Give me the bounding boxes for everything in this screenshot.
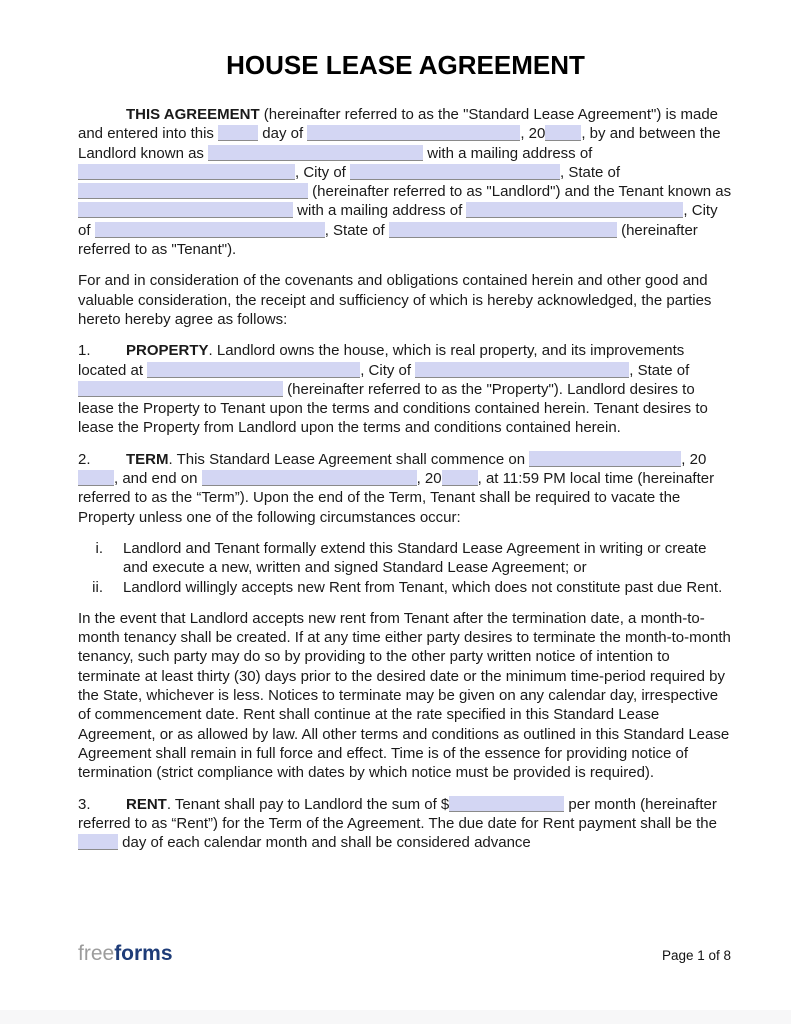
- property-text-1: . Landlord owns the house, which is real property, and its improvements located at: [78, 342, 685, 379]
- term-text-4: , 20: [416, 470, 442, 488]
- month-blank-field[interactable]: [307, 125, 520, 141]
- intro-text-1: (hereinafter referred to as the "Standard Lease Agreement") is made and entered into this: [78, 106, 719, 143]
- section-number-1: 1.: [78, 342, 91, 360]
- tenant-name-blank-field[interactable]: [78, 202, 293, 218]
- property-state-blank-field[interactable]: [78, 381, 283, 397]
- end-year-blank-field[interactable]: [442, 470, 478, 486]
- year-blank-field[interactable]: [545, 125, 581, 141]
- rent-amount-blank-field[interactable]: [449, 796, 564, 812]
- intro-text-3: , 20: [520, 125, 546, 143]
- property-text-3: , State of: [629, 361, 690, 379]
- intro-text-6: , City of: [295, 163, 351, 181]
- intro-text-7: , State of: [560, 163, 621, 181]
- list-marker-i: i.: [95, 539, 103, 557]
- page-bottom-edge: [0, 1010, 791, 1024]
- start-date-blank-field[interactable]: [529, 451, 681, 467]
- list-item-text-i: Landlord and Tenant formally extend this Standard Lease Agreement in writing or create and execute a new, written and signed Standard Lease Agreement; or: [123, 539, 707, 577]
- intro-text-9: with a mailing address of: [293, 202, 467, 220]
- section-term: [78, 450, 733, 527]
- intro-paragraph: [78, 105, 733, 259]
- intro-text-11: , State of: [324, 221, 389, 239]
- page-footer: [78, 942, 731, 966]
- term-text-1: . This Standard Lease Agreement shall commence on: [168, 450, 530, 468]
- rent-heading: RENT: [126, 795, 167, 813]
- day-blank-field[interactable]: [218, 125, 258, 141]
- term-conditions-list: [78, 539, 733, 597]
- intro-text-12: (hereinafter referred to as "Tenant").: [78, 221, 698, 259]
- landlord-state-blank-field[interactable]: [78, 183, 308, 199]
- freeforms-logo: [78, 942, 173, 966]
- consideration-paragraph: For and in consideration of the covenants and obligations contained herein and other good and valuable consideration, the receipt and sufficiency of which is hereby acknowledged, the parties hereto hereby agree as follows:: [78, 272, 712, 328]
- page-title: HOUSE LEASE AGREEMENT: [226, 50, 585, 80]
- month-to-month-paragraph: In the event that Landlord accepts new rent from Tenant after the termination date, a month-to-month tenancy shall be created. If at any time either party desires to terminate the month-to-month tenancy, such party may do so by providing to the other party written notice of intention to terminate at least thirty (30) days prior to the desired date or the minimum time-period required by the State, whichever is less. Notices to terminate may be given on any calendar day, irrespective of commencement date. Rent shall continue at the rate specified in this Standard Lease Agreement, or as allowed by law. All other terms and conditions as outlined in this Standard Lease Agreement shall remain in full force and effect. Time is of the essence for providing notice of termination (strict compliance with dates by which notice must be provided is required).: [78, 609, 731, 782]
- due-day-blank-field[interactable]: [78, 834, 118, 850]
- section-number-2: 2.: [78, 450, 91, 468]
- section-rent: [78, 795, 733, 853]
- term-text-3: , and end on: [114, 470, 202, 488]
- rent-text-2: per month (hereinafter referred to as “Rent”) for the Term of the Agreement. The due date for Rent payment shall be the: [78, 795, 717, 832]
- tenant-address-blank-field[interactable]: [466, 202, 683, 218]
- tenant-city-blank-field[interactable]: [95, 222, 325, 238]
- intro-text-5: with a mailing address of: [423, 144, 593, 162]
- start-year-blank-field[interactable]: [78, 470, 114, 486]
- term-text-5: , at 11:59 PM local time (hereinafter referred to as the “Term”). Upon the end of the Term, Tenant shall be required to vacate the Property unless one of the following circumstances occur:: [78, 470, 715, 526]
- property-text-2: , City of: [360, 361, 416, 379]
- property-text-4: (hereinafter referred to as the "Property"). Landlord desires to lease the Property to Tenant upon the terms and conditions contained herein. Tenant desires to lease the Property from Landlord upon the terms and conditions contained herein.: [78, 380, 708, 437]
- property-city-blank-field[interactable]: [415, 362, 629, 378]
- property-address-blank-field[interactable]: [147, 362, 360, 378]
- term-heading: TERM: [126, 450, 169, 468]
- list-marker-ii: ii.: [92, 578, 103, 596]
- term-text-2: , 20: [681, 450, 707, 468]
- property-heading: PROPERTY: [126, 342, 209, 360]
- document-content: [78, 50, 733, 864]
- logo-free-text: free: [78, 942, 115, 965]
- landlord-name-blank-field[interactable]: [208, 145, 423, 161]
- intro-text-2: day of: [258, 125, 308, 143]
- intro-text-10: , City of: [78, 202, 718, 239]
- section-property: [78, 341, 733, 437]
- rent-text-1: . Tenant shall pay to Landlord the sum of $: [166, 795, 450, 813]
- landlord-address-blank-field[interactable]: [78, 164, 295, 180]
- list-item: [78, 539, 733, 578]
- agreement-bold-label: THIS AGREEMENT: [126, 106, 260, 123]
- list-item-text-ii: Landlord willingly accepts new Rent from Tenant, which does not constitute past due Rent.: [123, 578, 723, 596]
- logo-forms-text: forms: [114, 942, 173, 965]
- tenant-state-blank-field[interactable]: [389, 222, 617, 238]
- rent-text-3: day of each calendar month and shall be considered advance: [118, 834, 531, 852]
- list-item: [78, 578, 733, 597]
- intro-text-8: (hereinafter referred to as "Landlord") and the Tenant known as: [308, 183, 732, 201]
- page-number: Page 1 of 8: [661, 948, 731, 963]
- landlord-city-blank-field[interactable]: [350, 164, 560, 180]
- intro-text-4: , by and between the Landlord known as: [78, 125, 721, 162]
- section-number-3: 3.: [78, 795, 91, 813]
- end-date-blank-field[interactable]: [202, 470, 417, 486]
